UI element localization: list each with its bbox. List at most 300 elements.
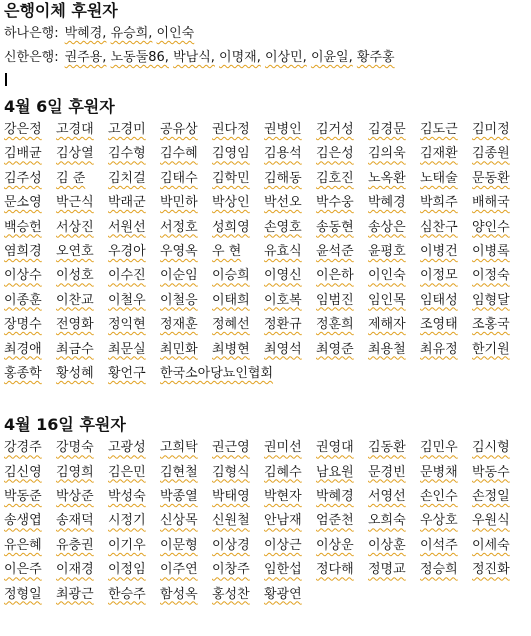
donor-name-text: 김시형 xyxy=(472,440,510,456)
donor-name-text: 이기우 xyxy=(108,537,146,553)
donor-name xyxy=(160,167,212,191)
donor-name xyxy=(264,191,316,215)
donor-name xyxy=(212,338,264,362)
donor-name-text: 이병건 xyxy=(420,243,458,259)
donor-name xyxy=(472,509,524,533)
donor-name xyxy=(316,509,368,533)
donor-name xyxy=(316,313,368,337)
donor-name xyxy=(56,436,108,460)
donor-name xyxy=(316,118,368,142)
donor-name-text: 김치걸 xyxy=(108,170,146,186)
donor-name-text: 우영옥 xyxy=(160,243,198,259)
donor-name-text: 윤평호 xyxy=(368,243,406,259)
donor-name xyxy=(108,264,160,288)
donor-name-text: 황광연 xyxy=(264,586,302,602)
donor-name-text: 서상진 xyxy=(56,219,94,235)
donor-name-text: 최금수 xyxy=(56,341,94,357)
donor-name xyxy=(108,485,160,509)
donor-name-text: 이창주 xyxy=(212,562,250,578)
shinhan-name: 이윤일, xyxy=(310,50,353,65)
donor-name xyxy=(316,264,368,288)
donor-name-text: 황성혜 xyxy=(56,365,94,381)
donor-name-text: 배해국 xyxy=(472,195,510,211)
donor-name xyxy=(264,240,316,264)
donor-name xyxy=(56,461,108,485)
donor-name-text: 서정호 xyxy=(160,219,198,235)
donor-name xyxy=(160,240,212,264)
donor-name xyxy=(472,461,524,485)
donor-name xyxy=(56,338,108,362)
donor-name-text: 김은민 xyxy=(108,464,146,480)
donor-name-text: 김주성 xyxy=(4,170,42,186)
shinhan-name: 이상민, xyxy=(264,50,307,65)
donor-name-text: 고광성 xyxy=(108,440,146,456)
donor-name-text: 공유상 xyxy=(160,122,198,137)
donor-name xyxy=(56,216,108,240)
donor-name-text: 오연호 xyxy=(56,243,94,259)
donor-name xyxy=(368,240,420,264)
donor-name-text: 김경문 xyxy=(368,122,406,137)
donor-name xyxy=(108,338,160,362)
donor-name xyxy=(160,461,212,485)
donor-name-text: 박래군 xyxy=(108,195,146,211)
donor-name-text: 전영화 xyxy=(56,317,94,333)
donor-name xyxy=(264,118,316,142)
donor-name xyxy=(212,558,264,582)
donor-name-text: 강은정 xyxy=(4,122,42,137)
donor-name xyxy=(420,485,472,509)
donor-name xyxy=(56,191,108,215)
donor-name xyxy=(264,485,316,509)
donor-name-text: 정훈희 xyxy=(316,317,354,333)
donor-name-text: 윤석준 xyxy=(316,243,354,259)
donor-name xyxy=(368,167,420,191)
apr16-title: 4월 16일 후원자 xyxy=(4,415,126,435)
donor-name xyxy=(56,362,108,386)
donor-name-text: 이철응 xyxy=(160,292,198,308)
donor-name xyxy=(368,142,420,166)
donor-name xyxy=(160,264,212,288)
donor-name-text: 임범진 xyxy=(316,292,354,308)
donor-name xyxy=(212,436,264,460)
donor-name-text: 조홍국 xyxy=(472,317,510,333)
donor-name-text: 박혜경 xyxy=(316,489,354,505)
donor-name-text: 서영선 xyxy=(368,489,406,505)
donor-name xyxy=(368,461,420,485)
donor-name-text: 문경빈 xyxy=(368,464,406,480)
donor-name xyxy=(316,436,368,460)
donor-name-text: 손영호 xyxy=(264,219,302,235)
donor-name xyxy=(4,461,56,485)
hana-name: 이인숙 xyxy=(156,26,195,41)
donor-name-text: 박선오 xyxy=(264,195,302,211)
donor-name xyxy=(472,191,524,215)
donor-name-text: 안남재 xyxy=(264,513,302,529)
donor-name xyxy=(4,142,56,166)
apr6-name-grid xyxy=(4,118,526,386)
donor-name-text: 정환규 xyxy=(264,317,302,333)
donor-name xyxy=(368,289,420,313)
donor-name xyxy=(420,240,472,264)
donor-name xyxy=(472,142,524,166)
donor-name-text: 박혜경 xyxy=(368,195,406,211)
donor-name-text: 이세숙 xyxy=(472,537,510,553)
donor-name xyxy=(56,313,108,337)
donor-name-text: 이종훈 xyxy=(4,292,42,308)
donor-name-text: 한승주 xyxy=(108,586,146,602)
donor-name-text: 한기원 xyxy=(472,341,510,357)
donor-name-text: 최용철 xyxy=(368,341,406,357)
donor-name-text: 손정일 xyxy=(472,489,510,505)
donor-name xyxy=(264,338,316,362)
donor-name xyxy=(316,142,368,166)
text-cursor xyxy=(5,73,7,86)
donor-name xyxy=(212,313,264,337)
donor-name-text: 박상준 xyxy=(56,489,94,505)
donor-name xyxy=(420,436,472,460)
donor-name-text: 최경애 xyxy=(4,341,42,357)
donor-name-text: 황언구 xyxy=(108,365,146,381)
donor-name xyxy=(264,558,316,582)
donor-name xyxy=(472,216,524,240)
donor-name xyxy=(4,240,56,264)
donor-name xyxy=(212,264,264,288)
donor-name-text: 양인수 xyxy=(472,219,510,235)
donor-name xyxy=(212,509,264,533)
shinhan-bank-label: 신한은행: xyxy=(4,50,59,65)
donor-name xyxy=(472,289,524,313)
donor-name-text: 권근영 xyxy=(212,440,250,456)
donor-name xyxy=(4,436,56,460)
donor-name-text: 노옥환 xyxy=(368,170,406,186)
donor-name-text: 유효식 xyxy=(264,243,302,259)
donor-name xyxy=(4,534,56,558)
donor-name xyxy=(4,289,56,313)
donor-name xyxy=(316,216,368,240)
donor-name-text: 최병현 xyxy=(212,341,250,357)
donor-name xyxy=(56,509,108,533)
donor-name xyxy=(4,338,56,362)
hana-bank-label: 하나은행: xyxy=(4,26,59,41)
donor-name-text: 이정모 xyxy=(420,268,458,284)
donor-name xyxy=(4,362,56,386)
hana-bank-line xyxy=(4,22,526,46)
hana-name: 유승희, xyxy=(110,26,153,41)
donor-name xyxy=(420,167,472,191)
shinhan-name: 권주용, xyxy=(64,50,107,65)
donor-name xyxy=(264,534,316,558)
donor-name-text: 백승헌 xyxy=(4,219,42,235)
donor-name xyxy=(472,118,524,142)
donor-name xyxy=(368,485,420,509)
donor-name xyxy=(212,142,264,166)
donor-name-text: 유충권 xyxy=(56,537,94,553)
donor-name-text: 우상호 xyxy=(420,513,458,529)
donor-name xyxy=(160,509,212,533)
donor-name-text: 이태희 xyxy=(212,292,250,308)
donor-name-text: 이철우 xyxy=(108,292,146,308)
donor-name-text: 오희숙 xyxy=(368,513,406,529)
donor-name-text: 이찬교 xyxy=(56,292,94,308)
donor-name-text: 박민하 xyxy=(160,195,198,211)
donor-name-text: 유은혜 xyxy=(4,537,42,553)
donor-name xyxy=(316,191,368,215)
donor-name-text: 우 현 xyxy=(212,243,242,259)
donor-name xyxy=(420,558,472,582)
donor-name xyxy=(56,583,108,607)
donor-name xyxy=(4,118,56,142)
donor-name-text: 정혜선 xyxy=(212,317,250,333)
donor-name-text: 정재훈 xyxy=(160,317,198,333)
spacer xyxy=(4,386,526,414)
shinhan-name: 박남식, xyxy=(173,50,215,65)
donor-name xyxy=(56,118,108,142)
donor-name-text: 정승희 xyxy=(420,562,458,578)
donor-name-text: 김민우 xyxy=(420,440,458,456)
donor-name xyxy=(264,436,316,460)
donor-name-text: 정명교 xyxy=(368,562,406,578)
donor-name xyxy=(316,461,368,485)
donor-name-text: 제해자 xyxy=(368,317,406,333)
donor-name xyxy=(368,338,420,362)
donor-name-text: 김의욱 xyxy=(368,146,406,162)
donor-name-text: 권병인 xyxy=(264,122,302,137)
donor-name-text: 이성호 xyxy=(56,268,94,284)
shinhan-name: 노동둘86, xyxy=(110,50,169,65)
donor-name xyxy=(368,558,420,582)
donor-name-text: 임태성 xyxy=(420,292,458,308)
bank-transfer-title: 은행이체 후원자 xyxy=(4,1,118,20)
donor-name-text: 이정숙 xyxy=(472,268,510,284)
donor-name-text: 이병록 xyxy=(472,243,510,259)
donor-name xyxy=(56,167,108,191)
donor-name xyxy=(420,264,472,288)
donor-name-text: 김수형 xyxy=(108,146,146,162)
donor-name-text: 우경아 xyxy=(108,243,146,259)
shinhan-name: 이명재, xyxy=(219,50,261,65)
donor-name xyxy=(420,191,472,215)
donor-name-text: 한국소아당뇨인협회 xyxy=(160,365,274,381)
donor-name-text: 임인목 xyxy=(368,292,406,308)
donor-name-text: 이호복 xyxy=(264,292,302,308)
donor-name-text: 성희영 xyxy=(212,219,250,235)
donor-name-text: 정다해 xyxy=(316,562,354,578)
donor-name xyxy=(4,191,56,215)
donor-name xyxy=(472,534,524,558)
donor-name-text: 염희경 xyxy=(4,243,42,259)
donor-name-text: 엄준천 xyxy=(316,513,354,529)
donor-name-text: 박태영 xyxy=(212,489,250,505)
apr6-section xyxy=(4,96,526,386)
donor-name xyxy=(160,436,212,460)
donor-name xyxy=(56,534,108,558)
donor-name-text: 김호진 xyxy=(316,170,354,186)
donor-name-text: 이상경 xyxy=(212,537,250,553)
donor-name-text: 임형달 xyxy=(472,292,510,308)
donor-name-text: 송상은 xyxy=(368,219,406,235)
donor-name xyxy=(160,485,212,509)
donor-name xyxy=(420,313,472,337)
donor-name xyxy=(4,216,56,240)
donor-name-text: 김현철 xyxy=(160,464,198,480)
donor-name xyxy=(368,264,420,288)
donor-name-text: 홍성찬 xyxy=(212,586,250,602)
donor-name-text: 김학민 xyxy=(212,170,250,186)
donor-name-text: 이은하 xyxy=(316,268,354,284)
donor-name-text: 김 준 xyxy=(56,170,86,186)
donor-name xyxy=(316,485,368,509)
donor-name xyxy=(472,264,524,288)
donor-name xyxy=(56,558,108,582)
donor-name-text: 이순임 xyxy=(160,268,198,284)
donor-name xyxy=(108,167,160,191)
donor-name-text: 이주연 xyxy=(160,562,198,578)
donor-name-text: 박동준 xyxy=(4,489,42,505)
donor-name-text: 김혜수 xyxy=(264,464,302,480)
donor-name xyxy=(108,191,160,215)
shinhan-bank-line xyxy=(4,46,526,70)
shinhan-name: 황주홍 xyxy=(356,50,395,65)
donor-name-text: 이상근 xyxy=(264,537,302,553)
donor-name xyxy=(264,167,316,191)
donor-name xyxy=(4,313,56,337)
donor-name-text: 송재덕 xyxy=(56,513,94,529)
donor-name xyxy=(56,240,108,264)
donor-name xyxy=(160,289,212,313)
donor-name-text: 이상운 xyxy=(316,537,354,553)
spacer xyxy=(4,86,526,96)
donor-name-text: 송동현 xyxy=(316,219,354,235)
donor-name xyxy=(472,167,524,191)
donor-name xyxy=(316,167,368,191)
donor-name-text: 정진화 xyxy=(472,562,510,578)
donor-name-text: 최광근 xyxy=(56,586,94,602)
donor-name xyxy=(420,338,472,362)
donor-name xyxy=(368,436,420,460)
donor-document xyxy=(4,0,526,607)
donor-name-text: 이인숙 xyxy=(368,268,406,284)
apr16-name-grid xyxy=(4,436,526,607)
donor-name-text: 김형식 xyxy=(212,464,250,480)
donor-name-text: 박근식 xyxy=(56,195,94,211)
apr16-section xyxy=(4,414,526,607)
donor-name-text: 심찬구 xyxy=(420,219,458,235)
donor-name-text: 최문실 xyxy=(108,341,146,357)
donor-name-text: 박현자 xyxy=(264,489,302,505)
donor-name-text: 이상훈 xyxy=(368,537,406,553)
donor-name-text: 고경대 xyxy=(56,122,94,137)
donor-name xyxy=(56,264,108,288)
donor-name-text: 남요원 xyxy=(316,464,354,480)
donor-name xyxy=(160,142,212,166)
apr6-title: 4월 6일 후원자 xyxy=(4,97,115,116)
donor-name xyxy=(160,534,212,558)
donor-name xyxy=(108,583,160,607)
donor-name xyxy=(212,240,264,264)
donor-name-text: 함성옥 xyxy=(160,586,198,602)
donor-name-text: 장명수 xyxy=(4,317,42,333)
donor-name xyxy=(160,583,212,607)
donor-name-text: 박성숙 xyxy=(108,489,146,505)
donor-name-text: 권영대 xyxy=(316,440,354,456)
donor-name-text: 김거성 xyxy=(316,122,354,137)
donor-name xyxy=(108,216,160,240)
donor-name xyxy=(108,240,160,264)
donor-name xyxy=(420,461,472,485)
donor-name-text: 문병채 xyxy=(420,464,458,480)
donor-name-text: 이수진 xyxy=(108,268,146,284)
donor-name-text: 김도근 xyxy=(420,122,458,137)
donor-name xyxy=(368,509,420,533)
donor-name xyxy=(212,534,264,558)
donor-name xyxy=(472,485,524,509)
donor-name-text: 이승희 xyxy=(212,268,250,284)
donor-name-text: 박동수 xyxy=(472,464,510,480)
donor-name xyxy=(264,216,316,240)
donor-name-text: 권미선 xyxy=(264,440,302,456)
donor-name xyxy=(108,313,160,337)
donor-name-text: 김용석 xyxy=(264,146,302,162)
donor-name-text: 이재경 xyxy=(56,562,94,578)
donor-name-text: 고경미 xyxy=(108,122,146,137)
donor-name-text: 김종원 xyxy=(472,146,510,162)
donor-name xyxy=(368,313,420,337)
donor-name-text: 박상인 xyxy=(212,195,250,211)
donor-name-text: 강경주 xyxy=(4,440,42,456)
donor-name xyxy=(160,191,212,215)
donor-name xyxy=(160,338,212,362)
donor-name xyxy=(160,362,368,386)
donor-name xyxy=(108,118,160,142)
donor-name-text: 김태수 xyxy=(160,170,198,186)
donor-name xyxy=(264,583,316,607)
donor-name-text: 문소영 xyxy=(4,195,42,211)
donor-name xyxy=(264,461,316,485)
donor-name-text: 우원식 xyxy=(472,513,510,529)
donor-name-text: 노태술 xyxy=(420,170,458,186)
donor-name-text: 고희탁 xyxy=(160,440,198,456)
donor-name xyxy=(420,142,472,166)
donor-name xyxy=(4,509,56,533)
donor-name xyxy=(4,264,56,288)
donor-name-text: 송생엽 xyxy=(4,513,42,529)
donor-name xyxy=(316,558,368,582)
donor-name xyxy=(4,583,56,607)
donor-name xyxy=(108,289,160,313)
donor-name-text: 손인수 xyxy=(420,489,458,505)
donor-name xyxy=(420,118,472,142)
donor-name xyxy=(4,167,56,191)
donor-name xyxy=(264,509,316,533)
donor-name-text: 김신영 xyxy=(4,464,42,480)
donor-name-text: 권다정 xyxy=(212,122,250,137)
donor-name xyxy=(212,583,264,607)
donor-name xyxy=(472,313,524,337)
donor-name xyxy=(212,167,264,191)
donor-name-text: 최유정 xyxy=(420,341,458,357)
donor-name-text: 문동환 xyxy=(472,170,510,186)
donor-name-text: 최영석 xyxy=(264,341,302,357)
donor-name-text: 이정임 xyxy=(108,562,146,578)
donor-name xyxy=(56,142,108,166)
donor-name-text: 이은주 xyxy=(4,562,42,578)
donor-name-text: 정형일 xyxy=(4,586,42,602)
donor-name xyxy=(472,338,524,362)
donor-name-text: 강명숙 xyxy=(56,440,94,456)
donor-name-text: 이석주 xyxy=(420,537,458,553)
donor-name xyxy=(264,289,316,313)
donor-name-text: 김영희 xyxy=(56,464,94,480)
